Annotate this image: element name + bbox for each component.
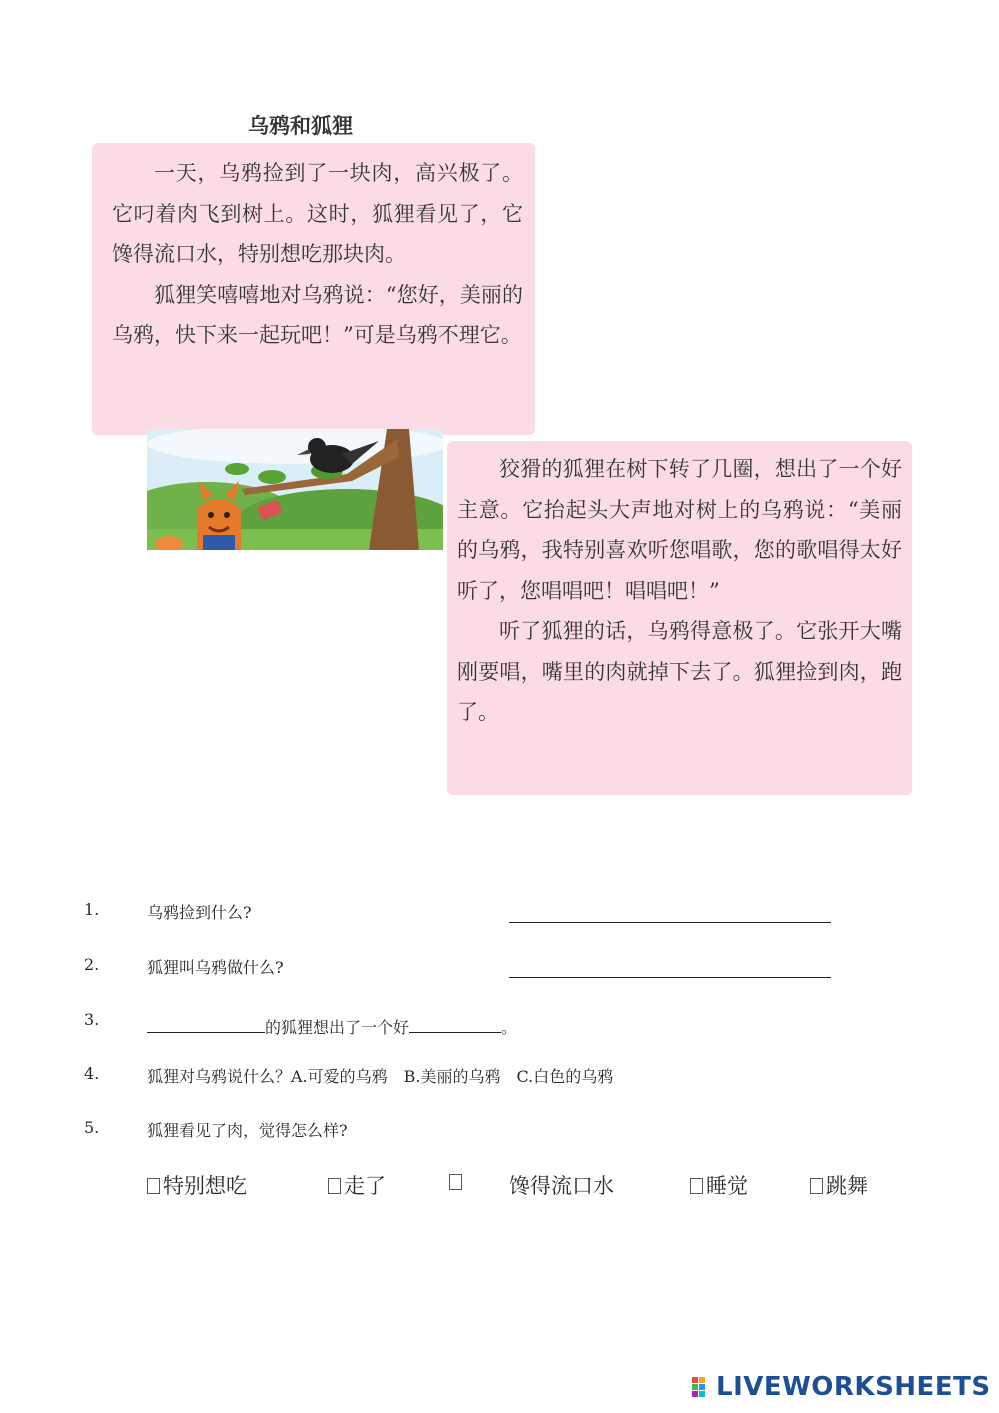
liveworksheets-logo-icon (692, 1377, 714, 1401)
question-number: 2. (84, 955, 100, 974)
checkbox-icon[interactable] (810, 1178, 823, 1194)
story-box-top (92, 143, 535, 435)
question-number: 1. (84, 900, 100, 919)
checkbox-icon[interactable] (147, 1178, 160, 1194)
question-number: 5. (84, 1118, 100, 1137)
option-label: 跳舞 (826, 1174, 868, 1198)
option-sleep[interactable] (690, 1170, 748, 1200)
story-title: 乌鸦和狐狸 (248, 114, 353, 138)
story-box-bottom (447, 441, 912, 795)
option-label: 特别想吃 (163, 1174, 247, 1198)
option-dance[interactable] (810, 1170, 868, 1200)
question-text: 的狐狸想出了一个好 (265, 1018, 410, 1037)
option-label: 馋得流口水 (509, 1174, 614, 1198)
crow-fox-illustration (147, 429, 443, 550)
option-label: 睡觉 (706, 1174, 748, 1198)
answer-line-1[interactable] (509, 922, 831, 923)
checkbox-icon[interactable] (449, 1174, 462, 1190)
question-number: 4. (84, 1064, 100, 1083)
story-paragraph-4: 听了狐狸的话，乌鸦得意极了。它张开大嘴刚要唱，嘴里的肉就掉下去了。狐狸捡到肉，跑了。 (457, 619, 902, 724)
answer-line-2[interactable] (509, 977, 831, 978)
checkbox-icon[interactable] (328, 1178, 341, 1194)
question-text: 狐狸对乌鸦说什么？A.可爱的乌鸦 B.美丽的乌鸦 C.白色的乌鸦 (147, 1067, 614, 1086)
question-text-end: 。 (501, 1018, 518, 1037)
checkbox-icon[interactable] (690, 1178, 703, 1194)
blank-adjective[interactable] (147, 1010, 265, 1033)
story-paragraph-3: 狡猾的狐狸在树下转了几圈，想出了一个好主意。它抬起头大声地对树上的乌鸦说：“美丽的乌鸦，我特别喜欢听您唱歌，您的歌唱得太好听了，您唱唱吧！唱唱吧！” (457, 457, 902, 603)
question-text: 狐狸叫乌鸦做什么? (147, 958, 284, 977)
blank-noun[interactable] (409, 1010, 501, 1033)
question-text: 乌鸦捡到什么? (147, 903, 252, 922)
question-text: 狐狸看见了肉，觉得怎么样? (147, 1121, 348, 1140)
question-number: 3. (84, 1010, 100, 1029)
story-paragraph-1: 一天，乌鸦捡到了一块肉，高兴极了。它叼着肉飞到树上。这时，狐狸看见了，它馋得流口水，特别想吃那块肉。 (112, 161, 523, 266)
option-blank[interactable] (449, 1170, 465, 1194)
brand-wordmark: LIVEWORKSHEETS (716, 1372, 991, 1402)
question-fill-in (147, 1010, 517, 1038)
option-drooling (509, 1170, 614, 1200)
option-label: 走了 (344, 1174, 386, 1198)
option-left[interactable] (328, 1170, 386, 1200)
option-particularly-want-eat[interactable] (147, 1170, 247, 1200)
story-paragraph-2: 狐狸笑嘻嘻地对乌鸦说：“您好，美丽的乌鸦，快下来一起玩吧！”可是乌鸦不理它。 (112, 282, 523, 347)
